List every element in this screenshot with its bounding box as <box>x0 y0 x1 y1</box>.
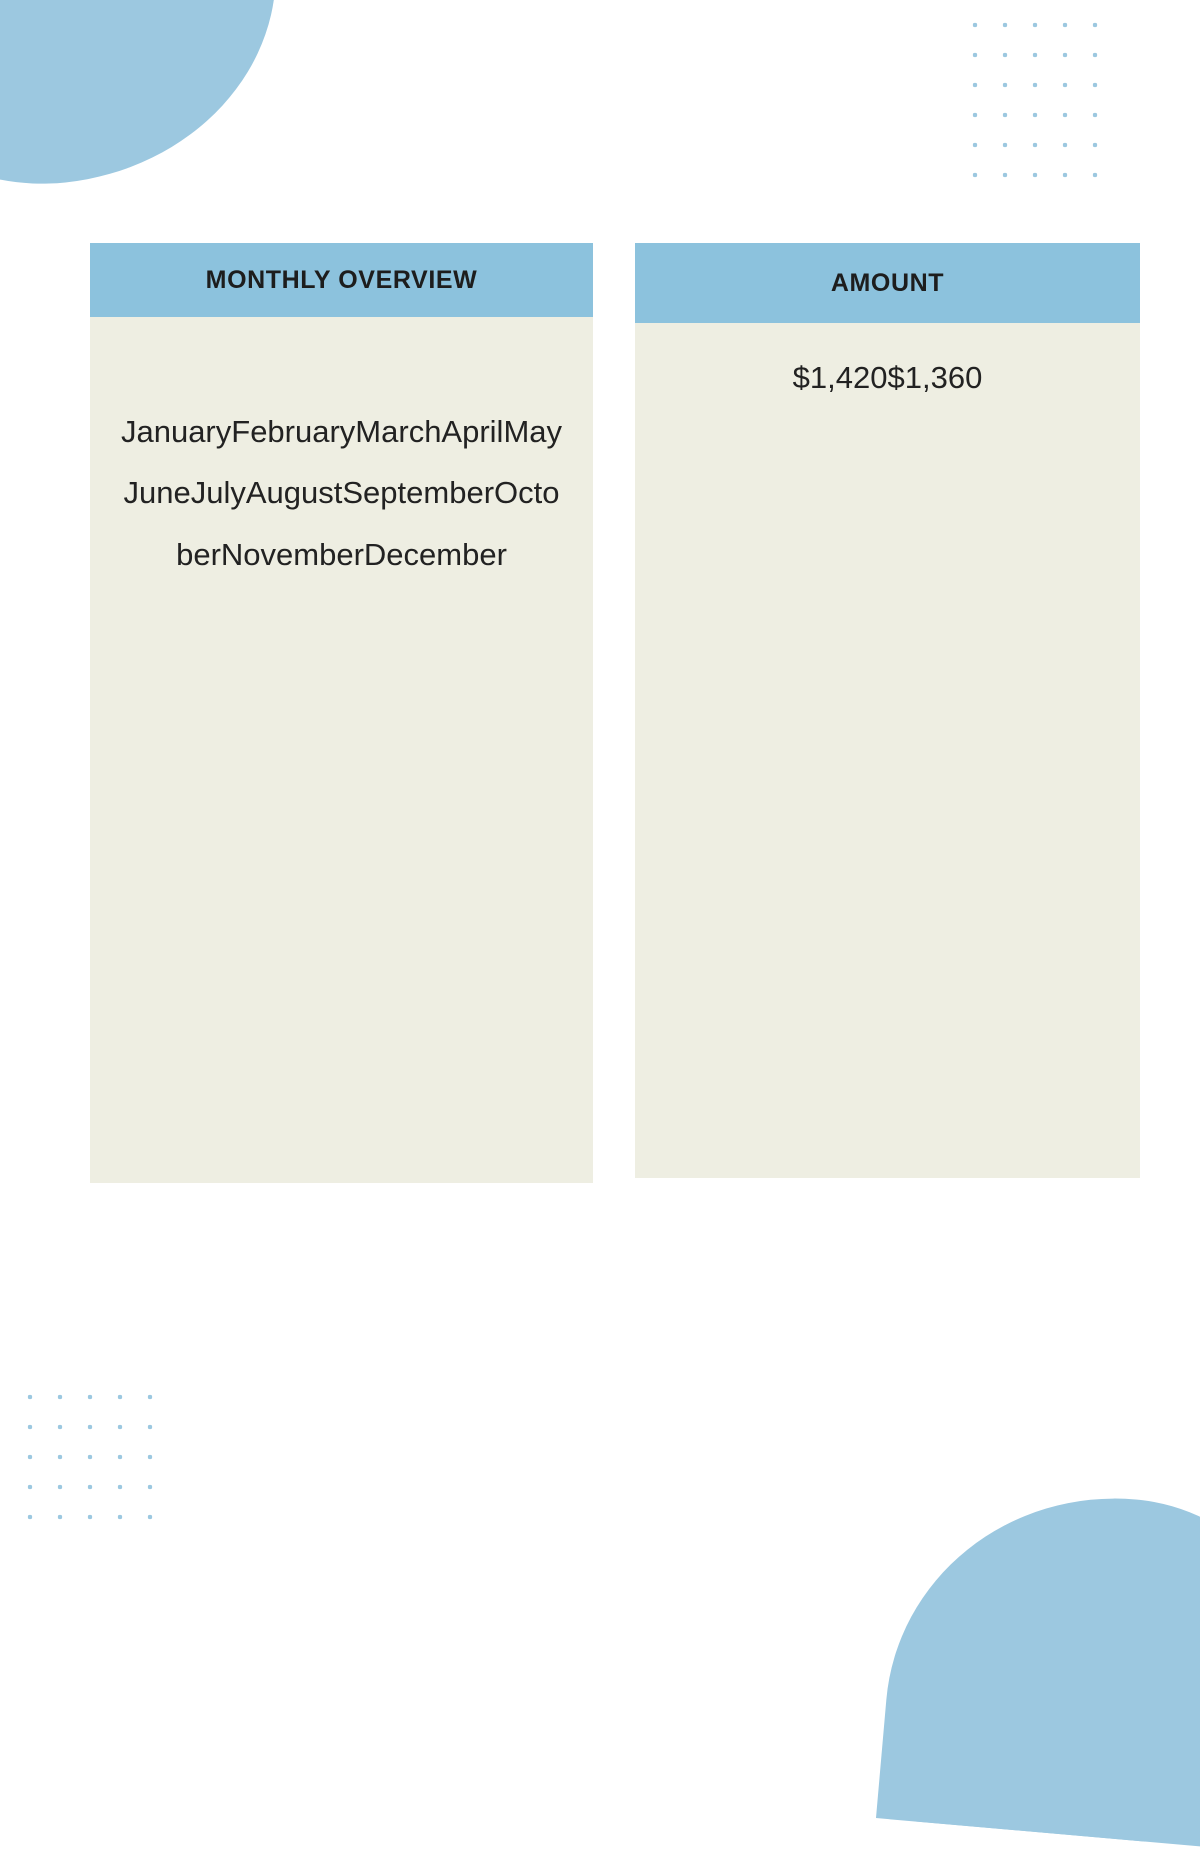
table-column-amount <box>635 243 1140 1183</box>
overview-table <box>90 243 1140 1183</box>
table-column-monthly-overview <box>90 243 593 1183</box>
decorative-blob-top-left <box>0 0 296 200</box>
decorative-dot-grid-bottom-left <box>15 1382 155 1522</box>
column-header-amount: AMOUNT <box>635 243 1140 323</box>
column-body-amount <box>635 323 1140 1178</box>
monthly-overview-cell-text: JanuaryFebruaryMarchAprilMayJuneJulyAugustSeptemberOctoberNovemberDecember <box>120 414 563 572</box>
decorative-blob-bottom-right <box>876 1479 1200 1854</box>
column-header-monthly-overview: MONTHLY OVERVIEW <box>90 243 593 317</box>
column-body-monthly-overview <box>90 317 593 1183</box>
amount-cell-text: $1,420$1,360 <box>792 360 983 395</box>
decorative-dot-grid-top-right <box>960 10 1100 190</box>
